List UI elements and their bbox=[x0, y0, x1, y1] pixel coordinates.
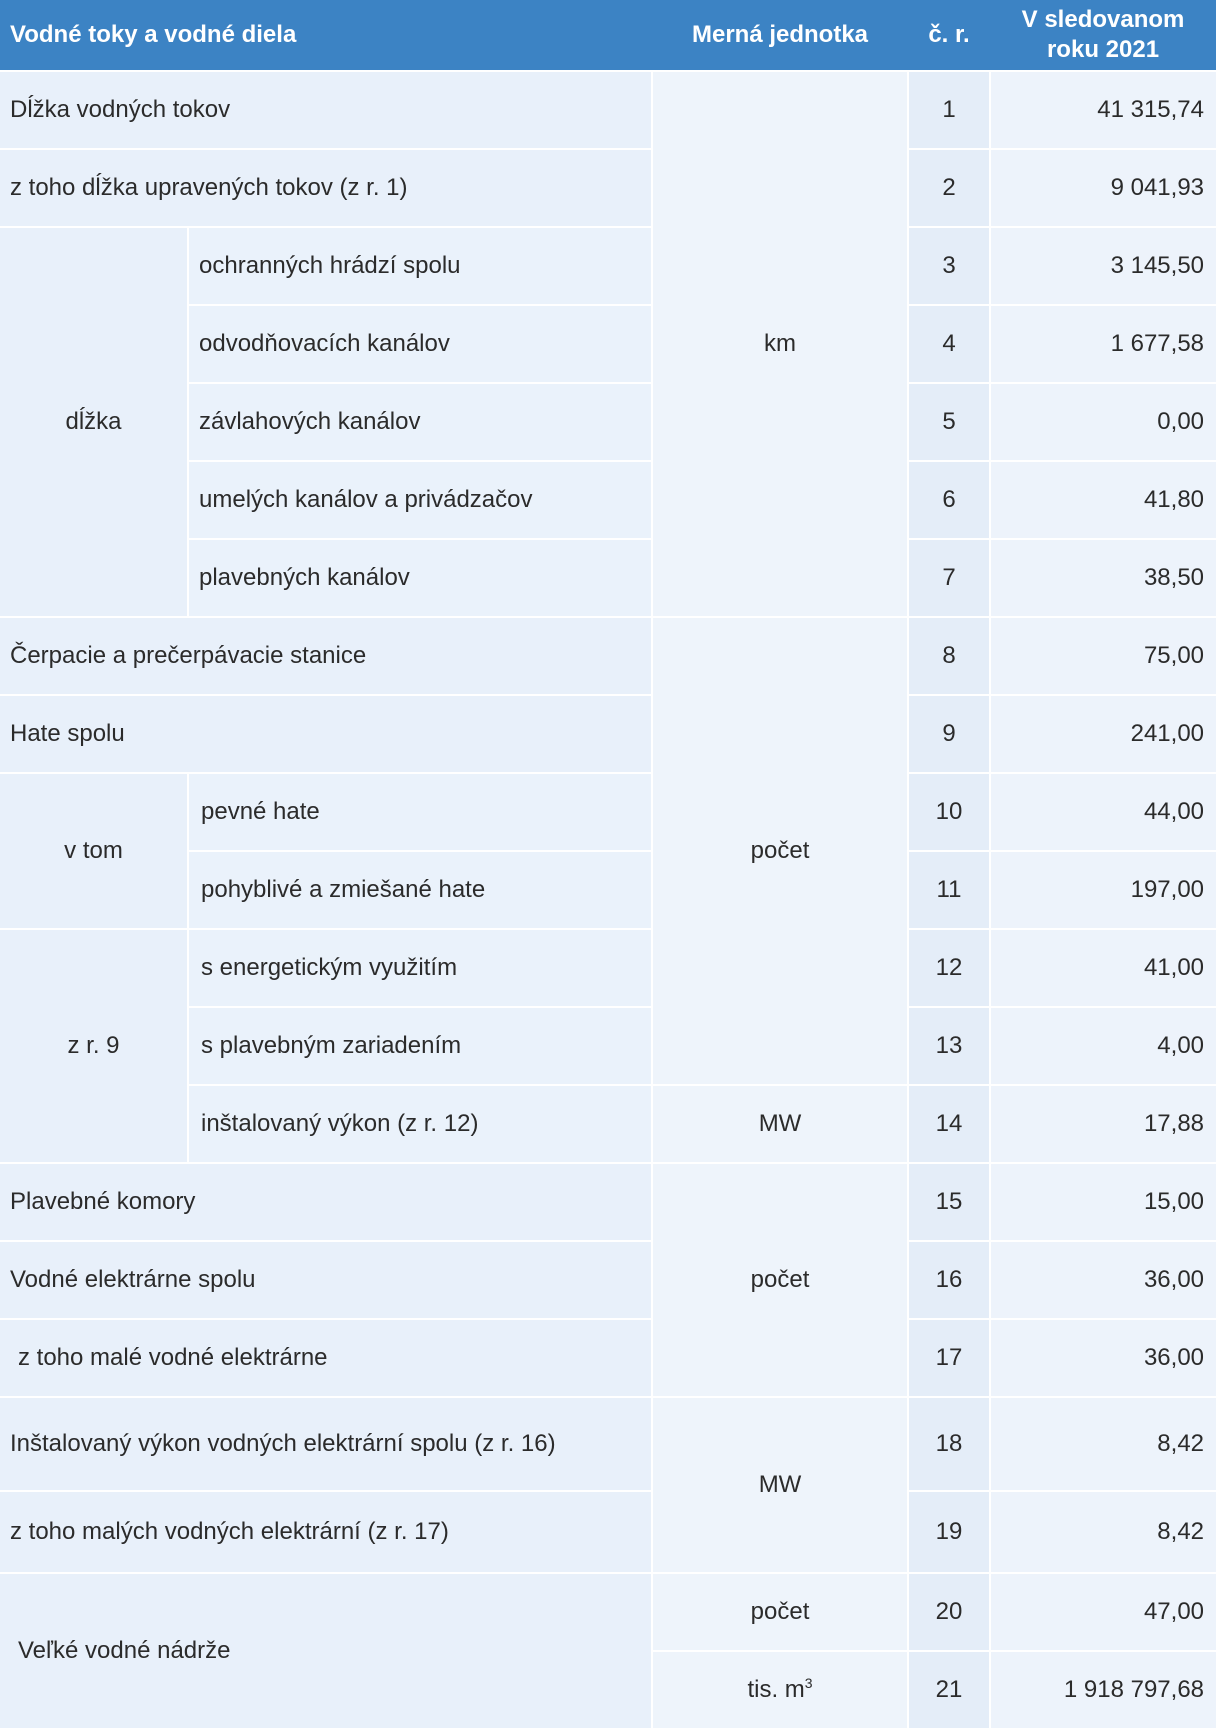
row-value: 241,00 bbox=[990, 695, 1216, 773]
unit-cell-tis-m3 bbox=[652, 1651, 908, 1729]
row-value: 0,00 bbox=[990, 383, 1216, 461]
row-label: z toho malé vodné elektrárne bbox=[0, 1319, 652, 1397]
unit-cell-km: km bbox=[652, 71, 908, 617]
header-col-title: Vodné toky a vodné diela bbox=[0, 0, 652, 71]
row-value: 1 918 797,68 bbox=[990, 1651, 1216, 1729]
row-number: 3 bbox=[908, 227, 990, 305]
row-label: pevné hate bbox=[188, 773, 652, 851]
row-value: 75,00 bbox=[990, 617, 1216, 695]
row-label: Čerpacie a prečerpávacie stanice bbox=[0, 617, 652, 695]
table-row bbox=[0, 1573, 1216, 1651]
row-value: 8,42 bbox=[990, 1397, 1216, 1491]
row-label: závlahových kanálov bbox=[188, 383, 652, 461]
row-label: Veľké vodné nádrže bbox=[0, 1573, 652, 1729]
header-col-unit: Merná jednotka bbox=[652, 0, 908, 71]
table-row bbox=[0, 1163, 1216, 1241]
row-value: 15,00 bbox=[990, 1163, 1216, 1241]
row-value: 41 315,74 bbox=[990, 71, 1216, 149]
table-row bbox=[0, 1241, 1216, 1319]
row-number: 16 bbox=[908, 1241, 990, 1319]
unit-superscript-3: 3 bbox=[804, 1675, 813, 1691]
unit-cell-pocet: počet bbox=[652, 617, 908, 1085]
row-number: 17 bbox=[908, 1319, 990, 1397]
row-value: 197,00 bbox=[990, 851, 1216, 929]
row-value: 47,00 bbox=[990, 1573, 1216, 1651]
row-value: 9 041,93 bbox=[990, 149, 1216, 227]
unit-cell-mw: MW bbox=[652, 1085, 908, 1163]
row-number: 13 bbox=[908, 1007, 990, 1085]
row-label: odvodňovacích kanálov bbox=[188, 305, 652, 383]
unit-cell-pocet: počet bbox=[652, 1163, 908, 1397]
table-row bbox=[0, 149, 1216, 227]
row-number: 9 bbox=[908, 695, 990, 773]
table-row bbox=[0, 1397, 1216, 1491]
unit-tis-m: tis. m bbox=[747, 1676, 805, 1703]
row-value: 44,00 bbox=[990, 773, 1216, 851]
row-value: 41,80 bbox=[990, 461, 1216, 539]
row-label: Dĺžka vodných tokov bbox=[0, 71, 652, 149]
row-value: 36,00 bbox=[990, 1241, 1216, 1319]
row-label: z toho dĺžka upravených tokov (z r. 1) bbox=[0, 149, 652, 227]
table-row bbox=[0, 1319, 1216, 1397]
group-label-zr9: z r. 9 bbox=[0, 929, 188, 1163]
unit-cell-pocet: počet bbox=[652, 1573, 908, 1651]
header-col-row-number: č. r. bbox=[908, 0, 990, 71]
row-value: 36,00 bbox=[990, 1319, 1216, 1397]
row-number: 18 bbox=[908, 1397, 990, 1491]
table-row bbox=[0, 71, 1216, 149]
row-number: 14 bbox=[908, 1085, 990, 1163]
row-label: s plavebným zariadením bbox=[188, 1007, 652, 1085]
table-row bbox=[0, 695, 1216, 773]
row-number: 15 bbox=[908, 1163, 990, 1241]
row-label: Vodné elektrárne spolu bbox=[0, 1241, 652, 1319]
row-number: 8 bbox=[908, 617, 990, 695]
row-number: 11 bbox=[908, 851, 990, 929]
header-value-line2: roku 2021 bbox=[1046, 36, 1160, 63]
row-number: 12 bbox=[908, 929, 990, 1007]
row-label: Hate spolu bbox=[0, 695, 652, 773]
row-number: 2 bbox=[908, 149, 990, 227]
row-number: 21 bbox=[908, 1651, 990, 1729]
row-value: 1 677,58 bbox=[990, 305, 1216, 383]
row-label: inštalovaný výkon (z r. 12) bbox=[188, 1085, 652, 1163]
header-col-value bbox=[990, 0, 1216, 71]
row-value: 41,00 bbox=[990, 929, 1216, 1007]
row-value: 4,00 bbox=[990, 1007, 1216, 1085]
table-row bbox=[0, 1491, 1216, 1573]
table-row bbox=[0, 773, 1216, 851]
row-number: 7 bbox=[908, 539, 990, 617]
header-row bbox=[0, 0, 1216, 71]
row-number: 5 bbox=[908, 383, 990, 461]
table-row bbox=[0, 227, 1216, 305]
row-number: 6 bbox=[908, 461, 990, 539]
row-number: 10 bbox=[908, 773, 990, 851]
row-label: Plavebné komory bbox=[0, 1163, 652, 1241]
row-label: umelých kanálov a privádzačov bbox=[188, 461, 652, 539]
row-label: pohyblivé a zmiešané hate bbox=[188, 851, 652, 929]
table-row bbox=[0, 617, 1216, 695]
unit-cell-mw: MW bbox=[652, 1397, 908, 1573]
row-label: plavebných kanálov bbox=[188, 539, 652, 617]
row-number: 20 bbox=[908, 1573, 990, 1651]
row-label: z toho malých vodných elektrární (z r. 17) bbox=[0, 1491, 652, 1573]
table-row bbox=[0, 929, 1216, 1007]
row-label: s energetickým využitím bbox=[188, 929, 652, 1007]
group-label-vtom: v tom bbox=[0, 773, 188, 929]
row-number: 4 bbox=[908, 305, 990, 383]
row-value: 17,88 bbox=[990, 1085, 1216, 1163]
row-label: Inštalovaný výkon vodných elektrární spolu (z r. 16) bbox=[0, 1397, 652, 1491]
row-value: 3 145,50 bbox=[990, 227, 1216, 305]
row-value: 38,50 bbox=[990, 539, 1216, 617]
row-number: 19 bbox=[908, 1491, 990, 1573]
group-label-dlzka: dĺžka bbox=[0, 227, 188, 617]
row-value: 8,42 bbox=[990, 1491, 1216, 1573]
row-number: 1 bbox=[908, 71, 990, 149]
row-label: ochranných hrádzí spolu bbox=[188, 227, 652, 305]
header-value-line1: V sledovanom bbox=[1021, 6, 1185, 33]
